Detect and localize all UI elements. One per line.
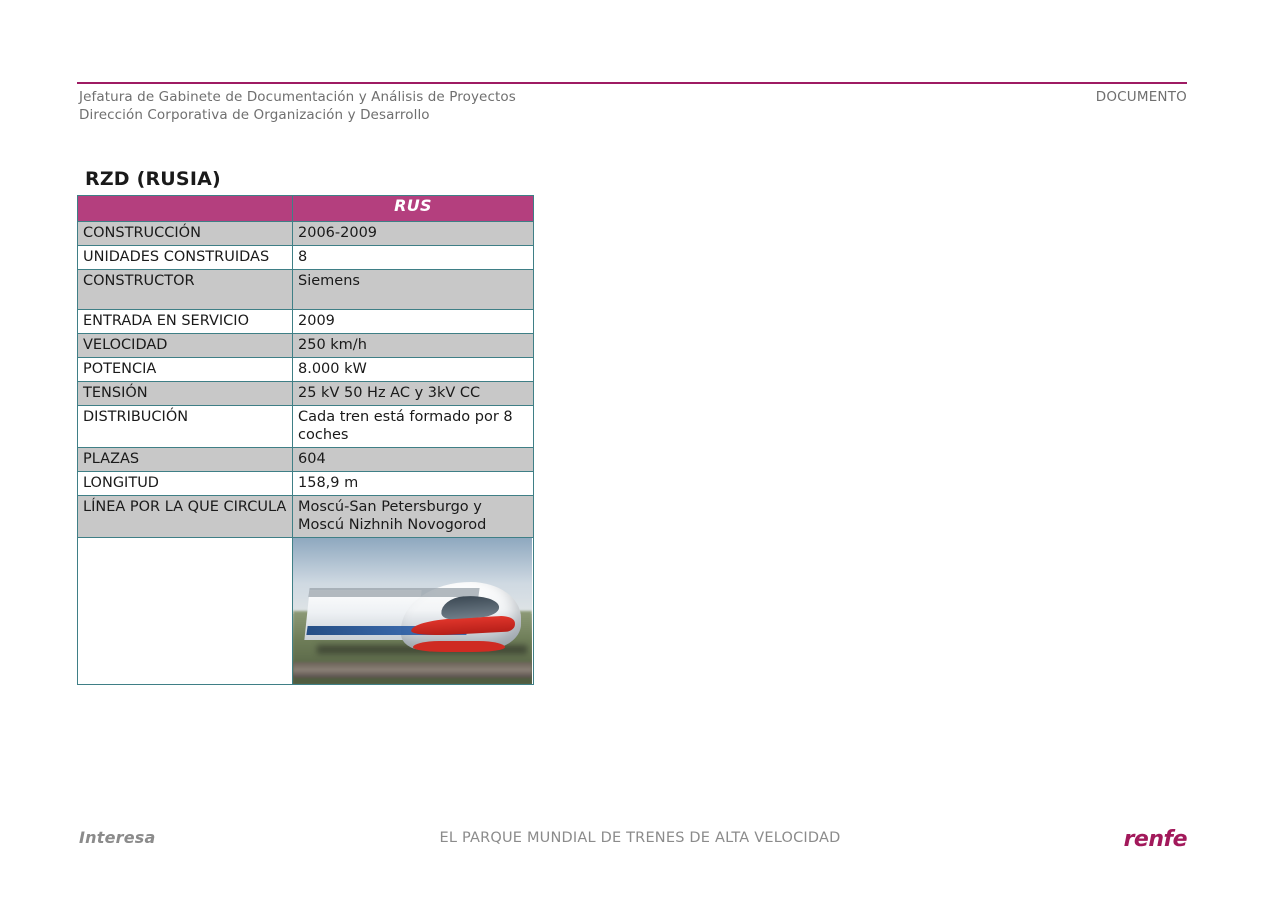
photo-track xyxy=(293,662,532,678)
table-row xyxy=(78,270,534,310)
photo-train-roof xyxy=(308,588,479,597)
footer-brand: Interesa xyxy=(79,828,156,847)
row-label-linea-por-la-que-circula: LÍNEA POR LA QUE CIRCULA xyxy=(78,496,293,538)
row-value-longitud: 158,9 m xyxy=(293,472,534,496)
photo-train xyxy=(307,574,521,654)
row-label-construccion: CONSTRUCCIÓN xyxy=(78,222,293,246)
header-department-line2: Dirección Corporativa de Organización y Desarrollo xyxy=(79,107,430,123)
train-photo xyxy=(293,538,532,684)
row-value-constructor: Siemens xyxy=(293,270,534,310)
renfe-logo: renfe xyxy=(1123,827,1187,852)
table-row xyxy=(78,310,534,334)
table-row xyxy=(78,382,534,406)
table-row xyxy=(78,448,534,472)
row-value-plazas: 604 xyxy=(293,448,534,472)
photo-train-skirt xyxy=(413,641,505,652)
row-label-plazas: PLAZAS xyxy=(78,448,293,472)
header-department-line1: Jefatura de Gabinete de Documentación y Análisis de Proyectos xyxy=(79,89,516,105)
specifications-table xyxy=(77,195,534,685)
table-row xyxy=(78,496,534,538)
row-value-distribucion: Cada tren está formado por 8 coches xyxy=(293,406,534,448)
footer-title: EL PARQUE MUNDIAL DE TRENES DE ALTA VELOCIDAD xyxy=(439,830,841,846)
row-value-potencia: 8.000 kW xyxy=(293,358,534,382)
table-header-country-cell: RUS xyxy=(293,196,534,222)
row-label-longitud: LONGITUD xyxy=(78,472,293,496)
photo-cell xyxy=(293,538,534,685)
row-label-entrada-en-servicio: ENTRADA EN SERVICIO xyxy=(78,310,293,334)
row-value-linea-por-la-que-circula: Moscú-San Petersburgo y Moscú Nizhnih Novogorod xyxy=(293,496,534,538)
table-row xyxy=(78,472,534,496)
table-row xyxy=(78,334,534,358)
row-label-distribucion: DISTRIBUCIÓN xyxy=(78,406,293,448)
header-department xyxy=(79,88,516,124)
header-accent-rule xyxy=(77,82,1187,84)
row-label-unidades-construidas: UNIDADES CONSTRUIDAS xyxy=(78,246,293,270)
page-title: RZD (RUSIA) xyxy=(85,168,221,190)
photo-row-empty-cell xyxy=(78,538,293,685)
row-value-unidades-construidas: 8 xyxy=(293,246,534,270)
header-document-label: DOCUMENTO xyxy=(1095,89,1187,105)
table-row xyxy=(78,358,534,382)
row-value-entrada-en-servicio: 2009 xyxy=(293,310,534,334)
row-label-velocidad: VELOCIDAD xyxy=(78,334,293,358)
table-row xyxy=(78,222,534,246)
row-value-velocidad: 250 km/h xyxy=(293,334,534,358)
row-value-construccion: 2006-2009 xyxy=(293,222,534,246)
row-label-constructor: CONSTRUCTOR xyxy=(78,270,293,310)
table-header-label-cell xyxy=(78,196,293,222)
row-value-tension: 25 kV 50 Hz AC y 3kV CC xyxy=(293,382,534,406)
table-row xyxy=(78,246,534,270)
row-label-potencia: POTENCIA xyxy=(78,358,293,382)
table-row xyxy=(78,406,534,448)
row-label-tension: TENSIÓN xyxy=(78,382,293,406)
table-photo-row xyxy=(78,538,534,685)
table-header-row xyxy=(78,196,534,222)
